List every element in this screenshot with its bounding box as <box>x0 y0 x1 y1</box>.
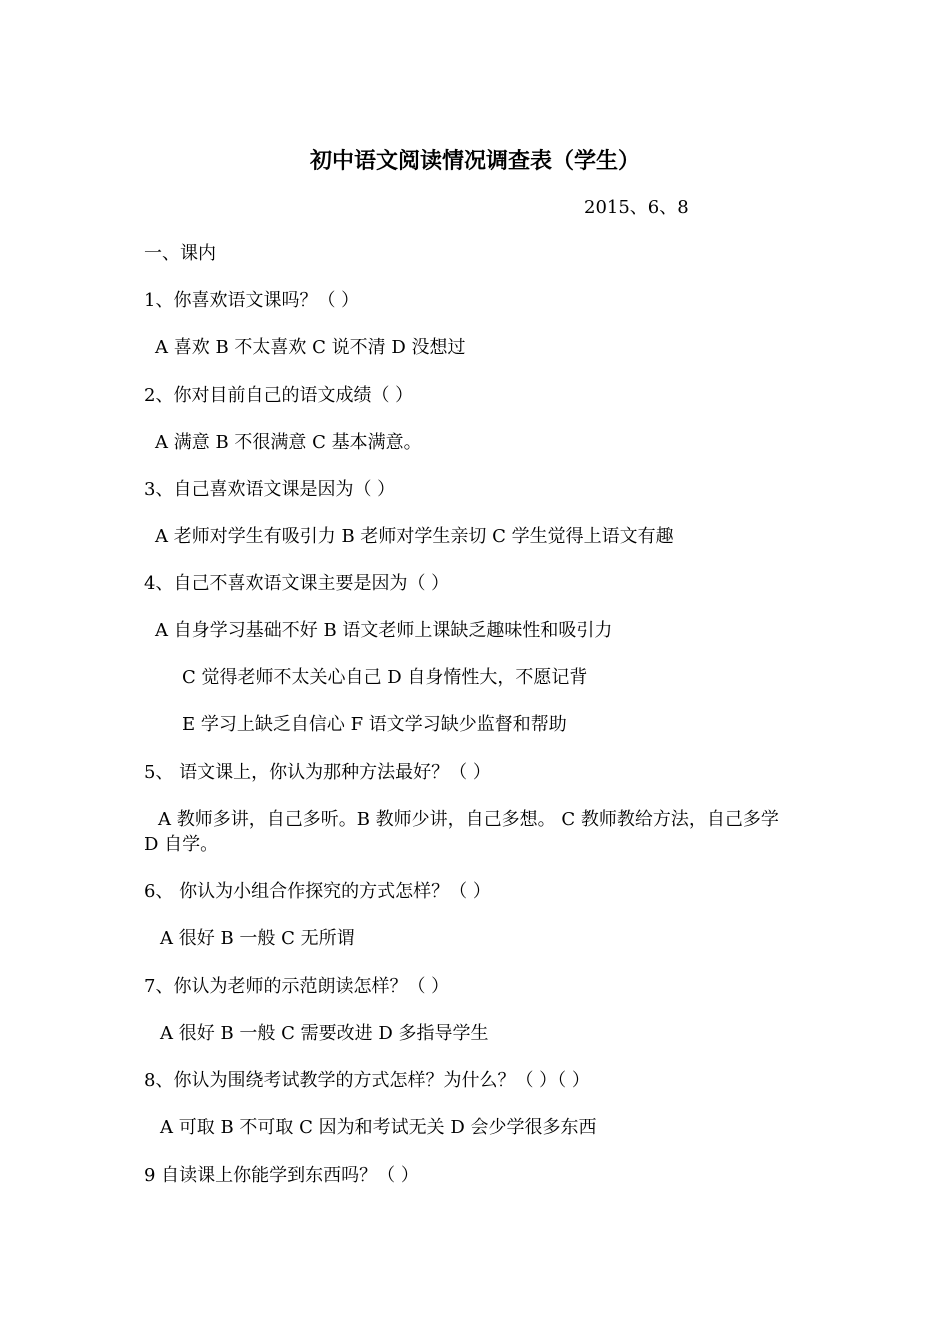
question-4-options-line-3: E 学习上缺乏自信心 F 语文学习缺少监督和帮助 <box>182 714 567 735</box>
question-1: 1、你喜欢语文课吗？（ ） <box>144 290 360 311</box>
question-3-options: A 老师对学生有吸引力 B 老师对学生亲切 C 学生觉得上语文有趣 <box>155 526 674 547</box>
question-7: 7、你认为老师的示范朗读怎样？（ ） <box>144 976 450 997</box>
document-title: 初中语文阅读情况调查表（学生） <box>309 148 640 174</box>
section-heading: 一、课内 <box>144 243 216 264</box>
survey-date: 2015、6、8 <box>584 197 689 218</box>
question-3: 3、自己喜欢语文课是因为（ ） <box>144 479 396 500</box>
question-8-options: A 可取 B 不可取 C 因为和考试无关 D 会少学很多东西 <box>160 1117 597 1138</box>
question-2: 2、你对目前自己的语文成绩（ ） <box>144 385 414 406</box>
question-5: 5、 语文课上，你认为那种方法最好？（ ） <box>144 762 491 783</box>
question-6-options: A 很好 B 一般 C 无所谓 <box>160 928 355 949</box>
question-6: 6、 你认为小组合作探究的方式怎样？（ ） <box>144 881 491 902</box>
question-8: 8、你认为围绕考试教学的方式怎样？为什么？（ ）（ ） <box>144 1070 590 1091</box>
question-1-options: A 喜欢 B 不太喜欢 C 说不清 D 没想过 <box>155 337 466 358</box>
question-4-options-line-2: C 觉得老师不太关心自己 D 自身惰性大，不愿记背 <box>182 667 588 688</box>
question-5-options-line-1: A 教师多讲，自己多听。B 教师少讲，自己多想。 C 教师教给方法，自己多学 <box>158 809 779 830</box>
question-7-options: A 很好 B 一般 C 需要改进 D 多指导学生 <box>160 1023 489 1044</box>
question-4-options-line-1: A 自身学习基础不好 B 语文老师上课缺乏趣味性和吸引力 <box>155 620 613 641</box>
question-5-options-line-2: D 自学。 <box>144 834 219 855</box>
question-4: 4、自己不喜欢语文课主要是因为（ ） <box>144 573 450 594</box>
question-9: 9 自读课上你能学到东西吗？（ ） <box>144 1165 419 1186</box>
question-2-options: A 满意 B 不很满意 C 基本满意。 <box>155 432 422 453</box>
